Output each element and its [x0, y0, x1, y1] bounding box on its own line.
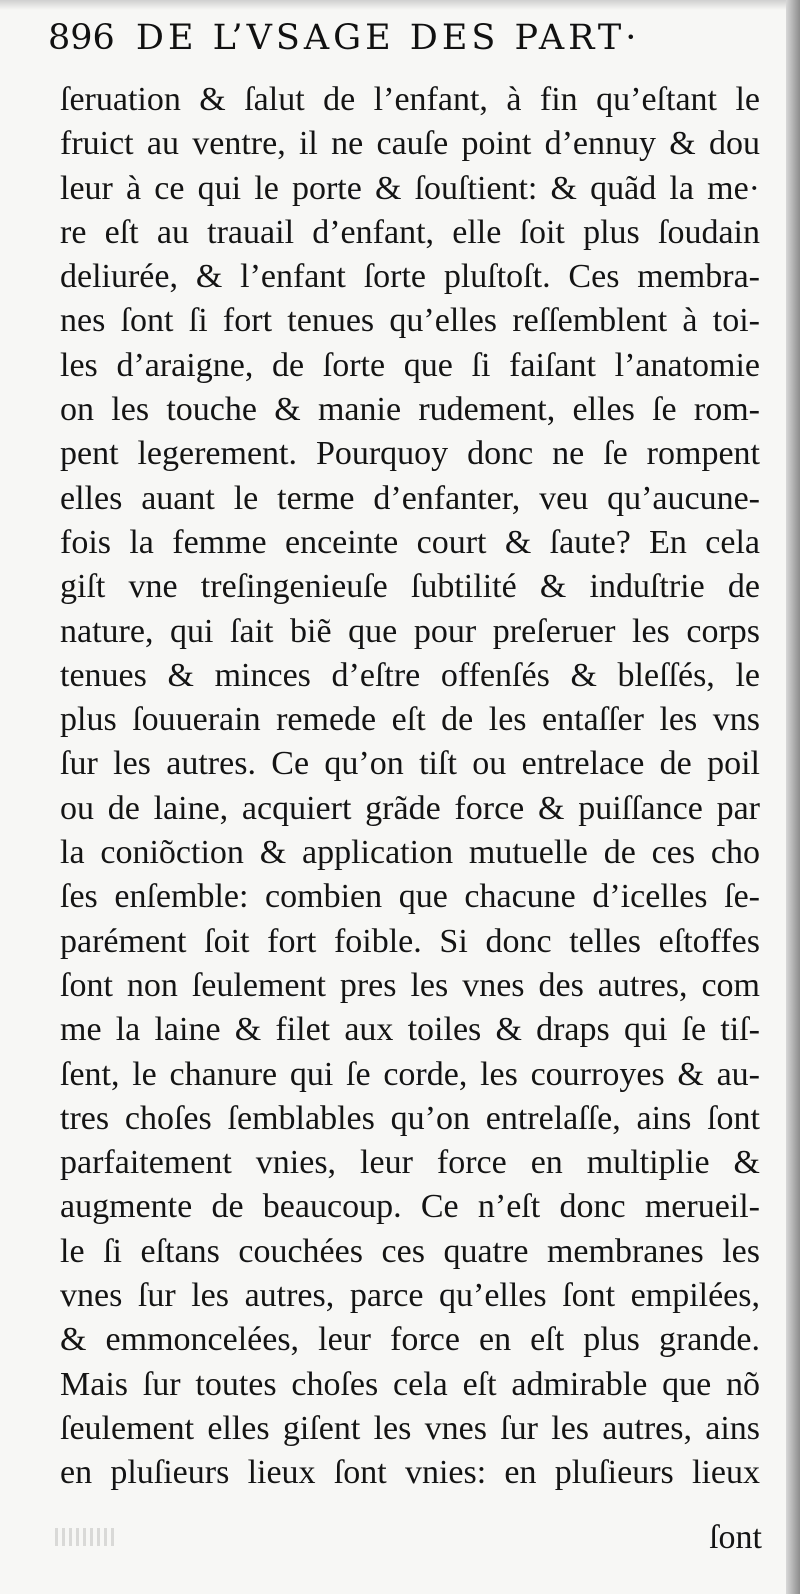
text-line: tenues & minces d’eſtre offenſés & bleſſés, le — [60, 656, 760, 694]
running-title: DE L’VSAGE DES PART· — [135, 18, 641, 58]
body-text — [60, 78, 760, 1496]
catchword: ſont — [709, 1519, 762, 1556]
text-line: vnes ſur les autres, parce qu’elles ſont empilées, — [60, 1277, 760, 1315]
text-line: re eſt au trauail d’enfant, elle ſoit plus ſoudain — [60, 213, 760, 251]
text-line: la coniõction & application mutuelle de ces cho — [60, 834, 760, 872]
text-line: giſt vne treſingenieuſe ſubtilité & induſtrie de — [60, 568, 760, 606]
text-line: nature, qui ſait biẽ que pour preſeruer les corps — [60, 612, 760, 650]
text-line: tres choſes ſemblables qu’on entrelaſſe, ains ſont — [60, 1099, 760, 1137]
text-line: on les touche & manie rudement, elles ſe rom- — [60, 391, 760, 429]
text-line: ſeulement elles giſent les vnes ſur les autres, ains — [60, 1409, 760, 1447]
text-line: nes ſont ſi fort tenues qu’elles reſſemblent à toi- — [60, 302, 760, 340]
text-line: ſur les autres. Ce qu’on tiſt ou entrelace de poil — [60, 745, 760, 783]
text-line: Mais ſur toutes choſes cela eſt admirable que nõ — [60, 1365, 760, 1403]
text-line: fruict au ventre, il ne cauſe point d’ennuy & dou — [60, 125, 760, 163]
text-line: plus ſouuerain remede eſt de les entaſſer les vns — [60, 701, 760, 739]
text-line: fois la femme enceinte court & ſaute? En cela — [60, 523, 760, 561]
running-head — [48, 18, 768, 70]
text-line: pent legerement. Pourquoy donc ne ſe rompent — [60, 435, 760, 473]
page-right-edge — [786, 0, 800, 1594]
text-line: leur à ce qui le porte & ſouſtient: & quãd la me· — [60, 169, 760, 207]
text-line: les d’araigne, de ſorte que ſi faiſant l’anatomie — [60, 346, 760, 384]
text-line: ſent, le chanure qui ſe corde, les courroyes & au- — [60, 1055, 760, 1093]
text-line: & emmoncelées, leur force en eſt plus grande. — [60, 1321, 760, 1359]
text-line: ou de laine, acquiert grãde force & puiſſance par — [60, 789, 760, 827]
text-line: augmente de beaucoup. Ce n’eſt donc merueil- — [60, 1188, 760, 1226]
text-line: ſeruation & ſalut de l’enfant, à fin qu’eſtant le — [60, 81, 760, 118]
text-line: parfaitement vnies, leur force en multiplie & — [60, 1144, 760, 1182]
text-line: deliurée, & l’enfant ſorte pluſtoſt. Ces membra- — [60, 258, 760, 296]
text-line: le ſi eſtans couchées ces quatre membranes les — [60, 1232, 760, 1270]
page-top-edge — [0, 0, 800, 10]
text-line: me la laine & filet aux toiles & draps qui ſe tiſ- — [60, 1011, 760, 1049]
text-line: elles auant le terme d’enfanter, veu qu’aucune- — [60, 479, 760, 517]
text-line: en pluſieurs lieux ſont vnies: en pluſieurs lieux — [60, 1454, 760, 1492]
text-line: ſont non ſeulement pres les vnes des autres, com — [60, 966, 760, 1004]
page-number: 896 — [48, 18, 115, 58]
text-line: ſes enſemble: combien que chacune d’icelles ſe- — [60, 878, 760, 916]
catchword-row — [60, 1516, 762, 1562]
text-line: parément ſoit fort foible. Si donc telles eſtoffes — [60, 922, 760, 960]
